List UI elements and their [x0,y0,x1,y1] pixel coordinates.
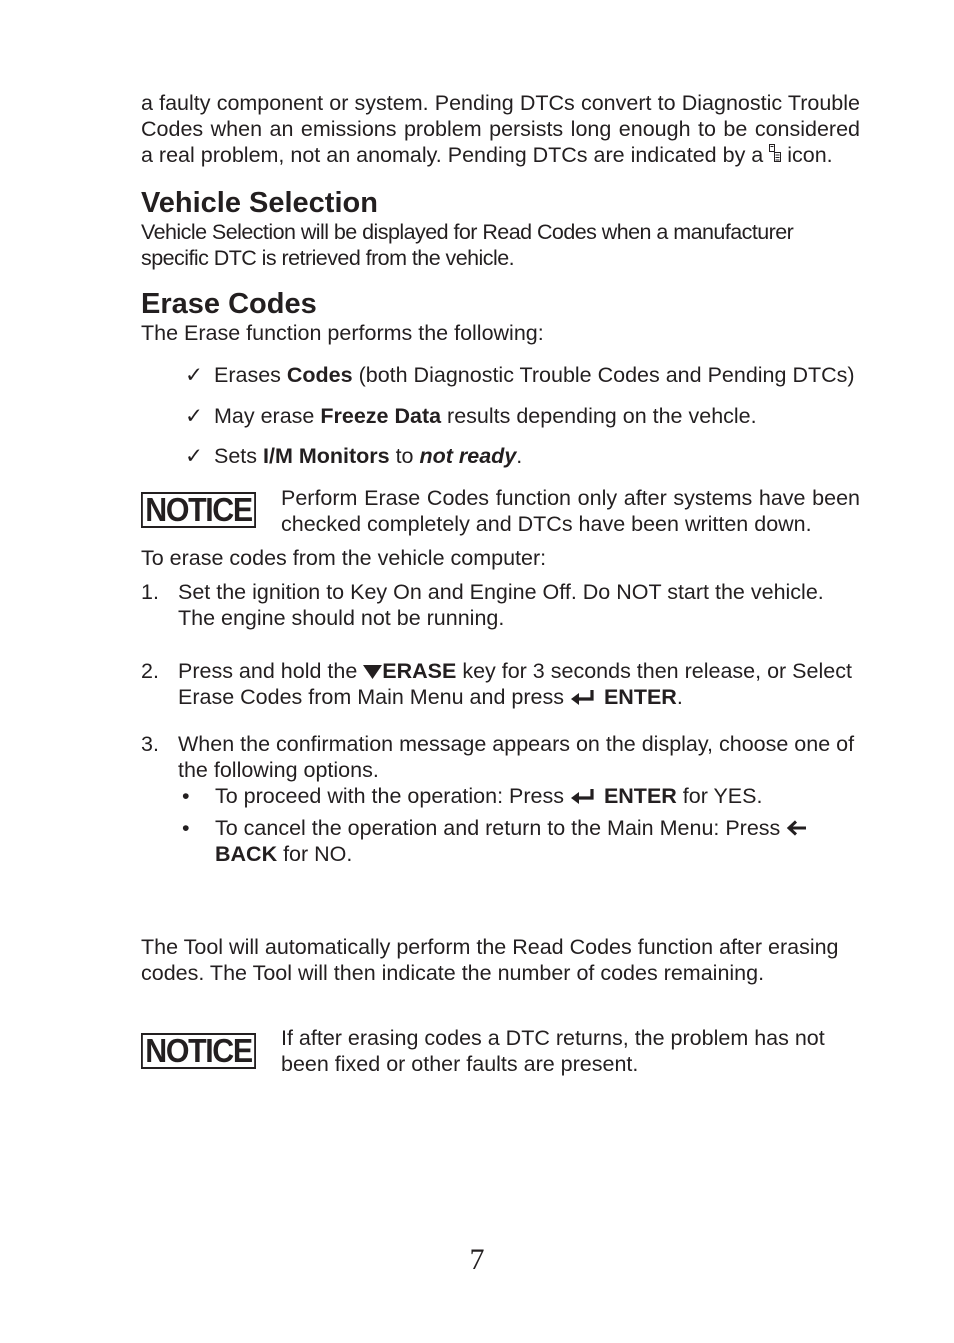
check-mark-icon: ✓ [185,363,204,387]
option-item: • To proceed with the operation: Press ENTER for YES. [182,784,763,808]
erase-function-list [141,362,860,469]
step-item: 1. Set the ignition to Key On and Engine Off. Do NOT start the vehicle. The engine should not be running. [141,580,824,630]
check-mark-icon: ✓ [185,444,204,468]
option-item: • To cancel the operation and return to the Main Menu: Press BACK for NO. [178,815,860,867]
notice-badge: NOTICE [141,492,256,528]
check-item: ✓ Sets I/M Monitors to not ready. [185,444,523,468]
vehicle-selection-body: Vehicle Selection will be displayed for Read Codes when a manufacturer specific DTC is retrieved from the vehicle. [141,220,794,270]
notice-block-1 [141,485,860,537]
notice-block-2 [141,1025,860,1077]
step-item: 3. When the confirmation message appears on the display, choose one of the following options. • To proceed with the operation: Press ENTER for YES. • To cancel the operation and return to the Main Menu: Press BACK for NO. [141,731,860,867]
erase-steps [141,579,860,867]
intro-paragraph: a faulty component or system. Pending DTCs convert to Diagnostic Trouble Codes when an emissions problem persists long enough to be considered a real problem, not an anomaly. Pending DTCs are indicated by a icon. [141,91,860,167]
down-triangle-icon [363,664,382,679]
notice-badge: NOTICE [141,1033,256,1069]
pending-dtc-icon [769,144,781,164]
after-erase-paragraph: The Tool will automatically perform the Read Codes function after erasing codes. The Tool will then indicate the number of codes remaining. [141,935,839,985]
check-item: ✓ May erase Freeze Data results depending on the vehcle. [185,404,757,428]
enter-icon [570,688,598,708]
steps-intro: To erase codes from the vehicle computer: [141,546,547,570]
notice-text: Perform Erase Codes function only after systems have been checked completely and DTCs have been written down. [281,486,860,536]
erase-codes-heading: Erase Codes [141,288,317,320]
page-number: 7 [469,1243,485,1276]
erase-intro: The Erase function performs the following: [141,321,544,345]
vehicle-selection-heading: Vehicle Selection [141,187,378,219]
check-item: ✓ Erases Codes (both Diagnostic Trouble Codes and Pending DTCs) [185,363,855,387]
step-item: 2. Press and hold the ERASE key for 3 seconds then release, or Select Erase Codes from Main Menu and press ENTER. [141,659,852,709]
check-mark-icon: ✓ [185,404,204,428]
manual-page [141,90,860,1077]
option-list [178,783,860,867]
enter-icon [570,787,598,807]
back-arrow-icon [786,820,806,836]
notice-text: If after erasing codes a DTC returns, the problem has not been fixed or other faults are present. [281,1026,825,1076]
